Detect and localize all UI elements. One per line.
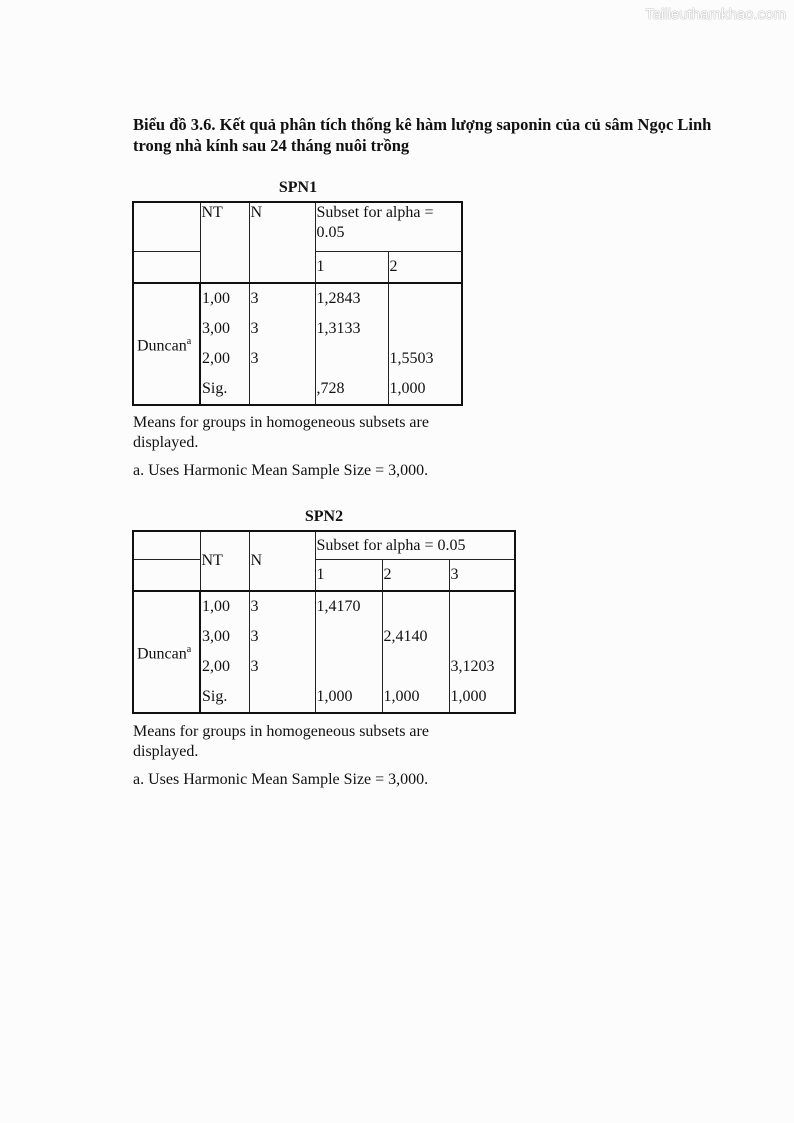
- header-n: N: [249, 531, 315, 591]
- header-nt: NT: [200, 531, 249, 591]
- cell-value: 1,000: [388, 374, 462, 405]
- header-subset: Subset for alpha = 0.05: [315, 531, 515, 560]
- table-title-spn2: SPN2: [304, 508, 344, 525]
- table-footnote: a. Uses Harmonic Mean Sample Size = 3,000.: [133, 771, 429, 788]
- cell-n: 3: [249, 344, 315, 374]
- header-nt: NT: [200, 202, 249, 283]
- table-footnote: a. Uses Harmonic Mean Sample Size = 3,000.: [133, 462, 429, 479]
- header-corner-lower: [133, 560, 200, 592]
- cell-value: [315, 652, 382, 682]
- cell-n: 3: [249, 652, 315, 682]
- header-subset-3: 3: [449, 560, 515, 592]
- table-title-spn1: SPN1: [278, 179, 318, 196]
- cell-value: [315, 344, 388, 374]
- watermark: Tailieuthamkhao.com: [645, 6, 786, 23]
- cell-nt: 2,00: [200, 652, 249, 682]
- cell-value: [449, 591, 515, 622]
- cell-n: 3: [249, 314, 315, 344]
- cell-value: 2,4140: [382, 622, 449, 652]
- row-label-duncan: Duncan$^a$: [133, 283, 200, 405]
- figure-heading: Biểu đồ 3.6. Kết quả phân tích thống kê hàm lượng saponin của củ sâm Ngọc Linh trong nhà kính sau 24 tháng nuôi trồng: [133, 115, 712, 155]
- cell-value: [315, 622, 382, 652]
- cell-n: 3: [249, 283, 315, 314]
- cell-value: [382, 652, 449, 682]
- cell-value: 1,2843: [315, 283, 388, 314]
- cell-value: 1,3133: [315, 314, 388, 344]
- cell-n: 3: [249, 591, 315, 622]
- cell-value: [449, 622, 515, 652]
- table-note-means: Means for groups in homogeneous subsets are displayed.: [133, 723, 429, 760]
- cell-value: 3,1203: [449, 652, 515, 682]
- cell-n: 3: [249, 622, 315, 652]
- cell-value: [388, 283, 462, 314]
- header-subset-1: 1: [315, 560, 382, 592]
- cell-nt: Sig.: [200, 374, 249, 405]
- header-corner: [133, 202, 200, 252]
- results-table-spn2: [132, 530, 516, 714]
- cell-value: 1,5503: [388, 344, 462, 374]
- cell-value: 1,000: [382, 682, 449, 713]
- header-n: N: [249, 202, 315, 283]
- cell-value: [382, 591, 449, 622]
- cell-n: [249, 682, 315, 713]
- header-subset-1: 1: [315, 252, 388, 284]
- cell-value: 1,4170: [315, 591, 382, 622]
- header-corner: [133, 531, 200, 560]
- results-table-spn1: [132, 201, 463, 406]
- header-subset-2: 2: [388, 252, 462, 284]
- cell-nt: 3,00: [200, 314, 249, 344]
- cell-value: 1,000: [449, 682, 515, 713]
- cell-value: ,728: [315, 374, 388, 405]
- cell-value: 1,000: [315, 682, 382, 713]
- cell-nt: 1,00: [200, 283, 249, 314]
- cell-nt: 3,00: [200, 622, 249, 652]
- cell-nt: Sig.: [200, 682, 249, 713]
- header-corner-lower: [133, 252, 200, 284]
- cell-n: [249, 374, 315, 405]
- header-subset: Subset for alpha = 0.05: [315, 202, 462, 252]
- cell-value: [388, 314, 462, 344]
- row-label-duncan: Duncan$^a$: [133, 591, 200, 713]
- header-subset-2: 2: [382, 560, 449, 592]
- cell-nt: 1,00: [200, 591, 249, 622]
- cell-nt: 2,00: [200, 344, 249, 374]
- table-note-means: Means for groups in homogeneous subsets are displayed.: [133, 414, 429, 451]
